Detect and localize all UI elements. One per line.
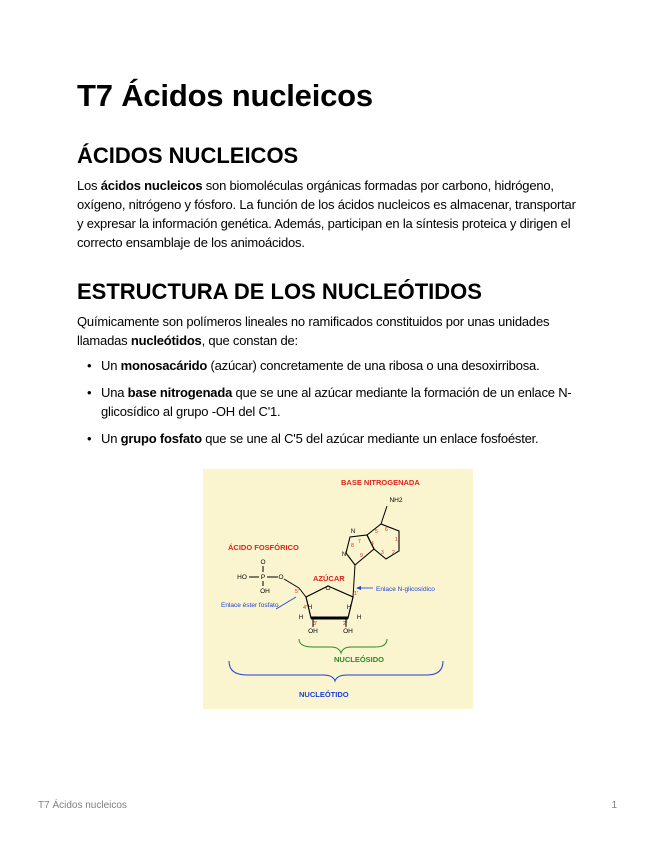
ring-number: 9 <box>360 553 363 559</box>
ring-number: 5 <box>375 529 378 535</box>
list-item <box>77 429 577 448</box>
sugar-ring <box>295 585 361 635</box>
text: , que constan de: <box>201 333 298 348</box>
ring-number: 4 <box>371 541 374 547</box>
ring-number: 1 <box>395 537 398 543</box>
c5-label: 5' <box>295 589 300 595</box>
adenine-base <box>342 506 399 565</box>
page-title: T7 Ácidos nucleicos <box>77 78 373 113</box>
page-number: 1 <box>611 800 617 811</box>
atom-p: P <box>260 574 266 581</box>
c2-label: 2' <box>343 621 348 627</box>
text: Químicamente son polímeros lineales no ramificados constituidos por unas unidades llamadas <box>77 314 550 348</box>
text: Los <box>77 178 101 193</box>
atom-o: O <box>278 574 284 581</box>
nucleotide-brace <box>229 661 443 681</box>
ring-number: 6 <box>385 527 388 533</box>
atom-oh: OH <box>343 628 353 635</box>
c1-label: 1' <box>354 591 359 597</box>
bold-term: nucleótidos <box>130 333 202 348</box>
section-paragraph-acidos <box>77 176 577 252</box>
ring-number: 2 <box>392 550 395 556</box>
bullet-icon: • <box>87 385 92 400</box>
atom-n: N <box>350 529 356 535</box>
ester-arrow-icon <box>276 597 296 609</box>
ring-oxygen: O <box>325 585 331 592</box>
nucleotide-label: NUCLEÓTIDO <box>299 690 349 699</box>
nh2-label: NH2 <box>389 497 403 504</box>
text: que se une al C'5 del azúcar mediante un enlace fosfoéster. <box>201 431 539 446</box>
atom-n: N <box>341 552 347 558</box>
text: (azúcar) concretamente de una ribosa o una desoxirribosa. <box>207 358 540 373</box>
text: son biomoléculas orgánicas formadas por carbono, hidrógeno, oxígeno, nitrógeno y fósforo. La función de los ácidos nucleicos es almacenar, transportar y expresar la información genética. Además, participan en la síntesis proteica y dirigen el correcto ensamblaje de los animoácidos. <box>77 178 576 250</box>
c3-label: 3' <box>313 621 318 627</box>
ester-label: Enlace éster fosfato <box>221 602 279 609</box>
nucleotide-diagram <box>203 469 473 709</box>
nucleoside-label: NUCLEÓSIDO <box>334 655 385 664</box>
list-item <box>77 383 577 421</box>
phosphate-group <box>237 559 299 595</box>
acid-label: ÁCIDO FOSFÓRICO <box>228 543 299 552</box>
atom-h: H <box>356 615 362 621</box>
bold-term: monosacárido <box>120 358 208 373</box>
section-heading-acidos: ÁCIDOS NUCLEICOS <box>77 143 299 168</box>
text: Un <box>101 358 121 373</box>
atom-h: H <box>298 615 304 621</box>
atom-oh: OH <box>260 588 270 595</box>
ring-number: 7 <box>358 539 361 545</box>
section-heading-estructura: ESTRUCTURA DE LOS NUCLEÓTIDOS <box>77 279 482 304</box>
list-item <box>77 356 577 375</box>
bold-term: base nitrogenada <box>127 385 233 400</box>
component-list <box>77 356 577 456</box>
atom-ho: HO <box>237 574 247 581</box>
section-paragraph-estructura <box>77 312 577 350</box>
bullet-icon: • <box>87 431 92 446</box>
c4-label: 4' <box>303 605 308 611</box>
footer-title: T7 Ácidos nucleicos <box>38 800 127 811</box>
atom-o: O <box>260 559 266 566</box>
ring-number: 3 <box>381 550 384 556</box>
glycosidic-label: Enlace N-glicosídico <box>376 586 435 593</box>
bold-term: grupo fosfato <box>120 431 202 446</box>
bold-term: ácidos nucleicos <box>100 178 203 193</box>
atom-h: H <box>307 605 313 611</box>
ring-number: 8 <box>351 543 354 549</box>
base-label: BASE NITROGENADA <box>341 478 420 487</box>
sugar-label: AZÚCAR <box>313 574 345 583</box>
atom-h: H <box>346 605 352 611</box>
nucleoside-brace <box>299 639 387 653</box>
bullet-icon: • <box>87 358 92 373</box>
text: que se une al azúcar mediante la formación de un enlace N-glicosídico al grupo -OH del C'1. <box>101 385 572 419</box>
text: Un <box>101 431 121 446</box>
arrow-head-icon <box>356 586 361 590</box>
text: Una <box>101 385 128 400</box>
atom-oh: OH <box>308 628 318 635</box>
